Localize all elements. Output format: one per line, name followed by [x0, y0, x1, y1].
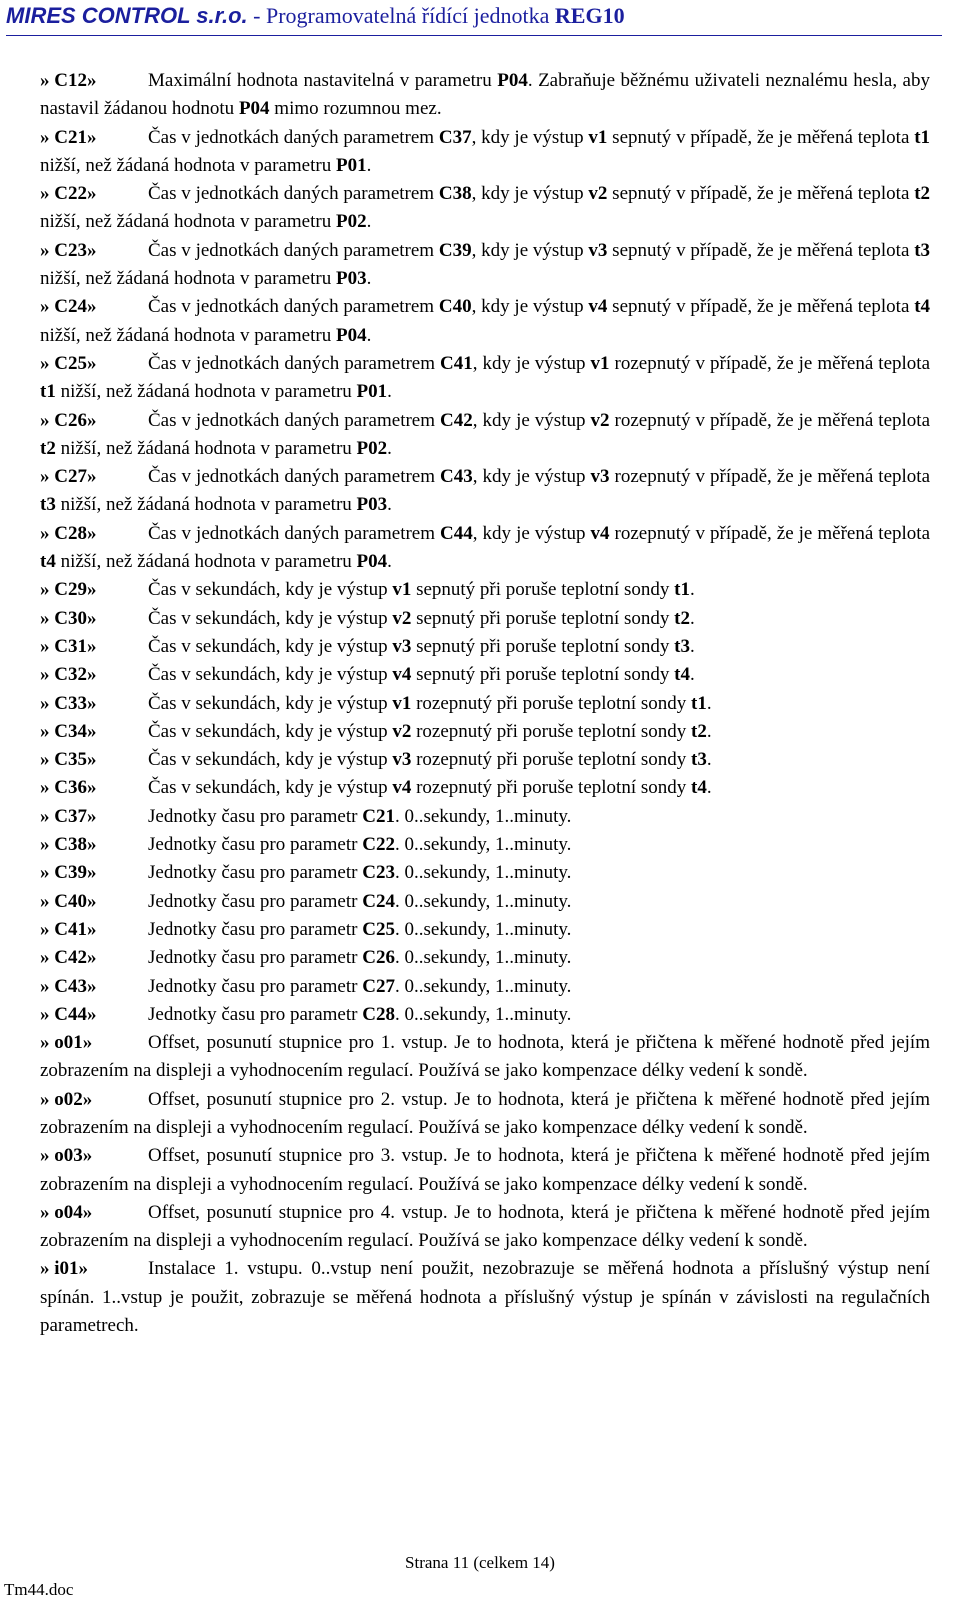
parameter-entry	[40, 718, 930, 746]
parameter-code: » C30»	[40, 607, 97, 629]
description-text: Offset, posunutí stupnice pro 1. vstup. Je to hodnota, která je přičtena k měřené hodnotě před jejím zobrazením na displeji a vyhodnocením regulací. Používá se jako kompenzace délky vedení k sondě.	[40, 1032, 930, 1082]
bold-reference: C38	[438, 183, 472, 205]
page-number: Strana 11 (celkem 14)	[405, 1553, 555, 1572]
bold-reference: v1	[590, 352, 610, 374]
description-text: sepnutý v případě, že je měřená teplota	[607, 239, 915, 261]
bold-reference: C25	[362, 918, 395, 940]
bold-reference: C42	[440, 409, 473, 431]
parameter-code: » C21»	[40, 126, 97, 148]
parameter-entry	[40, 661, 930, 689]
bold-reference: C27	[362, 975, 395, 997]
description-text: , kdy je výstup	[472, 466, 591, 488]
bold-reference: C41	[440, 352, 473, 374]
parameter-description	[148, 891, 571, 912]
bold-reference: t1	[674, 579, 690, 601]
parameter-code: » C37»	[40, 805, 97, 827]
parameter-description	[40, 240, 930, 289]
description-text: Čas v jednotkách daných parametrem	[148, 352, 441, 374]
description-text: .	[706, 692, 712, 714]
parameter-description	[40, 183, 930, 232]
bold-reference: v4	[588, 296, 608, 318]
description-text: . 0..sekundy, 1..minuty.	[394, 1003, 572, 1025]
description-text: nižší, než žádaná hodnota v parametru	[40, 154, 336, 176]
parameter-description	[148, 693, 712, 714]
description-text: sepnutý při poruše teplotní sondy	[411, 579, 675, 601]
bold-reference: t4	[40, 551, 56, 573]
parameter-entry	[40, 520, 930, 577]
description-text: . 0..sekundy, 1..minuty.	[394, 834, 572, 856]
bold-reference: t2	[40, 437, 56, 459]
description-text: Instalace 1. vstupu. 0..vstup není použit, nezobrazuje se měřená hodnota a příslušný výstup není spínán. 1..vstup je použit, zobrazuje se měřená hodnota a příslušný výstup je spínán v závislosti na regulačních parametrech.	[40, 1258, 930, 1337]
parameter-code: » C28»	[40, 522, 97, 544]
parameter-description	[40, 127, 930, 176]
parameter-entry	[40, 1029, 930, 1086]
parameter-code: » C41»	[40, 918, 97, 940]
bold-reference: v3	[392, 749, 412, 771]
product-prefix: Programovatelná řídící jednotka	[265, 3, 555, 28]
file-name: Tm44.doc	[4, 1580, 74, 1599]
description-text: rozepnutý při poruše teplotní sondy	[411, 720, 692, 742]
parameter-code: » o03»	[40, 1145, 93, 1167]
description-text: Jednotky času pro parametr	[148, 890, 363, 912]
bold-reference: C39	[438, 239, 472, 261]
bold-reference: C23	[362, 862, 395, 884]
parameter-description	[148, 862, 571, 883]
parameter-entry	[40, 1142, 930, 1199]
description-text: rozepnutý při poruše teplotní sondy	[411, 777, 692, 799]
page-header	[6, 2, 946, 30]
parameter-description	[148, 608, 695, 629]
bold-reference: C21	[362, 805, 395, 827]
description-text: Čas v jednotkách daných parametrem	[148, 466, 441, 488]
description-text: nižší, než žádaná hodnota v parametru	[40, 211, 336, 233]
description-text: rozepnutý v případě, že je měřená teplota	[609, 352, 931, 374]
bold-reference: P04	[335, 324, 367, 346]
description-text: Jednotky času pro parametr	[148, 1003, 363, 1025]
bold-reference: t2	[674, 607, 690, 629]
description-text: Čas v jednotkách daných parametrem	[148, 126, 439, 148]
parameter-entry	[40, 774, 930, 802]
bold-reference: v1	[392, 692, 412, 714]
description-text: nižší, než žádaná hodnota v parametru	[55, 494, 357, 516]
parameter-code: » C42»	[40, 947, 97, 969]
description-text: Čas v jednotkách daných parametrem	[148, 183, 439, 205]
description-text: sepnutý v případě, že je měřená teplota	[607, 126, 915, 148]
parameter-description	[40, 523, 930, 572]
description-text: .	[689, 664, 695, 686]
description-text: , kdy je výstup	[471, 296, 589, 318]
description-text: , kdy je výstup	[472, 522, 591, 544]
parameter-description	[148, 777, 712, 798]
description-text: rozepnutý při poruše teplotní sondy	[411, 692, 692, 714]
parameter-entry	[40, 407, 930, 464]
parameter-description	[148, 636, 695, 657]
parameter-entry	[40, 746, 930, 774]
parameter-description	[40, 1145, 930, 1194]
description-text: Čas v sekundách, kdy je výstup	[148, 635, 393, 657]
bold-reference: t2	[914, 183, 931, 205]
bold-reference: C40	[438, 296, 472, 318]
parameter-code: » C26»	[40, 409, 97, 431]
bold-reference: v4	[392, 664, 412, 686]
parameter-entry	[40, 916, 930, 944]
description-text: , kdy je výstup	[472, 409, 591, 431]
parameter-code: » o02»	[40, 1088, 93, 1110]
description-text: Čas v sekundách, kdy je výstup	[148, 749, 393, 771]
bold-reference: P01	[335, 154, 367, 176]
description-text: , kdy je výstup	[471, 183, 589, 205]
description-text: , kdy je výstup	[471, 239, 589, 261]
description-text: .	[366, 324, 372, 346]
parameter-description	[40, 70, 930, 119]
description-text: .	[689, 579, 695, 601]
description-text: sepnutý při poruše teplotní sondy	[411, 664, 675, 686]
parameter-entry	[40, 690, 930, 718]
bold-reference: C24	[362, 890, 395, 912]
bold-reference: v1	[588, 126, 608, 148]
bold-reference: t4	[691, 777, 707, 799]
bold-reference: v1	[392, 579, 412, 601]
parameter-code: » C31»	[40, 635, 97, 657]
description-text: .	[387, 551, 392, 573]
parameter-entry	[40, 803, 930, 831]
description-text: Čas v jednotkách daných parametrem	[148, 239, 439, 261]
parameter-code: » C43»	[40, 975, 97, 997]
parameter-entry	[40, 124, 930, 181]
bold-reference: t4	[914, 296, 931, 318]
description-text: . 0..sekundy, 1..minuty.	[394, 918, 572, 940]
bold-reference: v4	[392, 777, 412, 799]
parameter-description	[148, 947, 571, 968]
description-text: nižší, než žádaná hodnota v parametru	[55, 551, 357, 573]
parameter-description	[148, 749, 712, 770]
description-text: .	[706, 720, 712, 742]
bold-reference: v2	[392, 720, 412, 742]
description-text: Čas v sekundách, kdy je výstup	[148, 664, 393, 686]
parameter-code: » C35»	[40, 749, 97, 771]
description-text: .	[387, 381, 392, 403]
description-text: . 0..sekundy, 1..minuty.	[394, 805, 572, 827]
parameter-code: » C44»	[40, 1003, 97, 1025]
parameter-entry	[40, 350, 930, 407]
parameter-code: » i01»	[40, 1258, 89, 1280]
description-text: Čas v jednotkách daných parametrem	[148, 522, 441, 544]
bold-reference: t3	[691, 749, 707, 771]
parameter-entry	[40, 463, 930, 520]
description-text: Jednotky času pro parametr	[148, 834, 363, 856]
description-text: Jednotky času pro parametr	[148, 862, 363, 884]
parameter-code: » C27»	[40, 466, 97, 488]
parameter-entry	[40, 1255, 930, 1340]
header-rule	[6, 35, 942, 36]
bold-reference: t4	[674, 664, 690, 686]
bold-reference: P03	[356, 494, 388, 516]
parameter-code: » C36»	[40, 777, 97, 799]
parameter-list	[40, 67, 930, 1340]
parameter-code: » C23»	[40, 239, 97, 261]
description-text: Maximální hodnota nastavitelná v parametru	[148, 70, 498, 91]
parameter-code: » C25»	[40, 352, 97, 374]
parameter-entry	[40, 237, 930, 294]
parameter-description	[148, 721, 712, 742]
parameter-code: » C22»	[40, 183, 97, 205]
parameter-entry	[40, 293, 930, 350]
parameter-code: » C32»	[40, 664, 97, 686]
bold-reference: P04	[238, 98, 270, 120]
header-separator: -	[247, 3, 266, 28]
parameter-entry	[40, 973, 930, 1001]
bold-reference: P03	[335, 268, 367, 290]
parameter-description	[148, 976, 571, 997]
bold-reference: C37	[438, 126, 472, 148]
description-text: rozepnutý v případě, že je měřená teplota	[609, 466, 931, 488]
parameter-code: » C29»	[40, 579, 97, 601]
description-text: Čas v sekundách, kdy je výstup	[148, 720, 393, 742]
parameter-code: » C33»	[40, 692, 97, 714]
description-text: . Zabraňuje běžnému uživateli neznalému hesla, aby nastavil žádanou hodnotu	[40, 70, 930, 120]
parameter-entry	[40, 180, 930, 237]
bold-reference: P01	[356, 381, 388, 403]
parameter-code: » C40»	[40, 890, 97, 912]
parameter-entry	[40, 1199, 930, 1256]
description-text: Jednotky času pro parametr	[148, 805, 363, 827]
description-text: .	[366, 154, 372, 176]
parameter-description	[40, 1258, 930, 1336]
description-text: .	[387, 494, 392, 516]
bold-reference: C28	[362, 1003, 395, 1025]
parameter-description	[148, 664, 695, 685]
description-text: rozepnutý při poruše teplotní sondy	[411, 749, 692, 771]
description-text: Jednotky času pro parametr	[148, 918, 363, 940]
description-text: . 0..sekundy, 1..minuty.	[394, 975, 572, 997]
parameter-description	[40, 1089, 930, 1138]
bold-reference: P02	[335, 211, 367, 233]
description-text: Offset, posunutí stupnice pro 4. vstup. Je to hodnota, která je přičtena k měřené hodnotě před jejím zobrazením na displeji a vyhodnocením regulací. Používá se jako kompenzace délky vedení k sondě.	[40, 1201, 930, 1252]
description-text: Čas v jednotkách daných parametrem	[148, 296, 439, 318]
company-name: MIRES CONTROL s.r.o.	[6, 3, 248, 28]
description-text: Offset, posunutí stupnice pro 2. vstup. Je to hodnota, která je přičtena k měřené hodnotě před jejím zobrazením na displeji a vyhodnocením regulací. Používá se jako kompenzace délky vedení k sondě.	[40, 1088, 930, 1138]
bold-reference: v2	[590, 409, 610, 431]
parameter-entry	[40, 859, 930, 887]
description-text: sepnutý při poruše teplotní sondy	[411, 607, 675, 629]
parameter-entry	[40, 605, 930, 633]
parameter-entry	[40, 633, 930, 661]
description-text: .	[706, 749, 712, 771]
description-text: Čas v jednotkách daných parametrem	[148, 409, 441, 431]
description-text: Čas v sekundách, kdy je výstup	[148, 607, 393, 629]
bold-reference: C43	[440, 466, 473, 488]
description-text: sepnutý při poruše teplotní sondy	[411, 635, 675, 657]
parameter-entry	[40, 1086, 930, 1143]
bold-reference: v2	[588, 183, 608, 205]
bold-reference: t1	[40, 381, 56, 403]
description-text: , kdy je výstup	[471, 126, 589, 148]
parameter-description	[148, 806, 571, 827]
parameter-entry	[40, 944, 930, 972]
parameter-entry	[40, 888, 930, 916]
description-text: rozepnutý v případě, že je měřená teplota	[609, 409, 931, 431]
description-text: .	[387, 437, 392, 459]
parameter-entry	[40, 576, 930, 604]
description-text: sepnutý v případě, že je měřená teplota	[607, 183, 915, 205]
description-text: mimo rozumnou mez.	[269, 98, 442, 120]
parameter-description	[40, 466, 930, 515]
bold-reference: t1	[691, 692, 707, 714]
description-text: Jednotky času pro parametr	[148, 975, 363, 997]
parameter-description	[148, 1004, 571, 1025]
bold-reference: v4	[590, 522, 610, 544]
bold-reference: t2	[691, 720, 707, 742]
parameter-entry	[40, 67, 930, 124]
bold-reference: v3	[590, 466, 610, 488]
description-text: Offset, posunutí stupnice pro 3. vstup. Je to hodnota, která je přičtena k měřené hodnotě před jejím zobrazením na displeji a vyhodnocením regulací. Používá se jako kompenzace délky vedení k sondě.	[40, 1145, 930, 1195]
bold-reference: P04	[497, 70, 528, 91]
parameter-code: » o04»	[40, 1201, 93, 1223]
parameter-description	[40, 296, 930, 345]
description-text: .	[366, 268, 372, 290]
bold-reference: v3	[392, 635, 412, 657]
parameter-code: » o01»	[40, 1032, 93, 1054]
description-text: Čas v sekundách, kdy je výstup	[148, 579, 393, 601]
description-text: nižší, než žádaná hodnota v parametru	[55, 437, 357, 459]
bold-reference: t3	[674, 635, 690, 657]
bold-reference: t3	[914, 239, 931, 261]
parameter-description	[40, 1032, 930, 1081]
parameter-description	[148, 834, 571, 855]
parameter-entry	[40, 831, 930, 859]
bold-reference: v3	[588, 239, 608, 261]
bold-reference: C22	[362, 834, 395, 856]
description-text: . 0..sekundy, 1..minuty.	[394, 947, 572, 969]
description-text: nižší, než žádaná hodnota v parametru	[55, 381, 357, 403]
description-text: . 0..sekundy, 1..minuty.	[394, 890, 572, 912]
parameter-code: » C38»	[40, 834, 97, 856]
bold-reference: C26	[362, 947, 395, 969]
description-text: .	[366, 211, 372, 233]
parameter-code: » C12»	[40, 70, 97, 91]
description-text: . 0..sekundy, 1..minuty.	[394, 862, 572, 884]
parameter-code: » C24»	[40, 296, 97, 318]
parameter-code: » C39»	[40, 862, 97, 884]
description-text: .	[689, 635, 695, 657]
product-model: REG10	[554, 3, 625, 28]
bold-reference: t1	[914, 126, 931, 148]
parameter-code: » C34»	[40, 720, 97, 742]
description-text: Jednotky času pro parametr	[148, 947, 363, 969]
description-text: sepnutý v případě, že je měřená teplota	[607, 296, 915, 318]
description-text: Čas v sekundách, kdy je výstup	[148, 692, 393, 714]
parameter-entry	[40, 1001, 930, 1029]
bold-reference: C44	[440, 522, 473, 544]
description-text: .	[706, 777, 712, 799]
parameter-description	[40, 410, 930, 459]
description-text: Čas v sekundách, kdy je výstup	[148, 777, 393, 799]
description-text: rozepnutý v případě, že je měřená teplota	[609, 522, 931, 544]
description-text: nižší, než žádaná hodnota v parametru	[40, 268, 336, 290]
description-text: , kdy je výstup	[472, 352, 591, 374]
description-text: nižší, než žádaná hodnota v parametru	[40, 324, 336, 346]
parameter-description	[40, 1202, 930, 1251]
parameter-description	[148, 919, 571, 940]
bold-reference: P04	[356, 551, 388, 573]
bold-reference: t3	[40, 494, 56, 516]
bold-reference: P02	[356, 437, 388, 459]
parameter-description	[40, 353, 930, 402]
description-text: .	[689, 607, 695, 629]
parameter-description	[148, 579, 695, 600]
bold-reference: v2	[392, 607, 412, 629]
